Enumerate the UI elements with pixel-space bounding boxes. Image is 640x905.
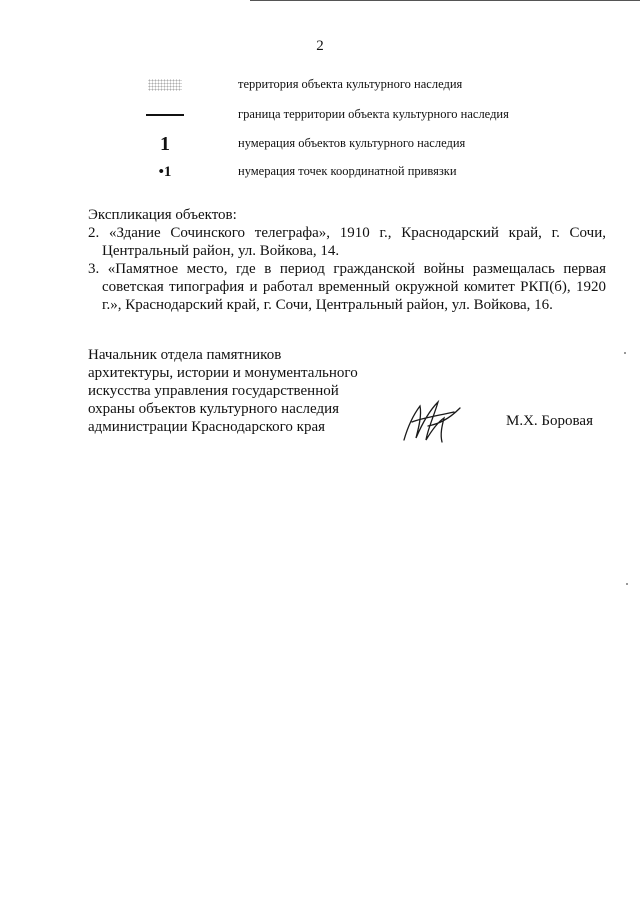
signatory-line: Начальник отдела памятников [88,347,282,363]
explication-line: Центральный район, ул. Войкова, 14. [102,243,340,259]
handwritten-signature [398,396,468,448]
signatory-line: архитектуры, истории и монументального [88,365,358,381]
explication-heading: Экспликация объектов: [88,207,237,223]
legend-row-point-number [0,161,640,183]
explication-line: 3. «Памятное место, где в период гражданской войны размещалась первая [88,261,606,277]
object-number-icon: 1 [160,133,170,155]
explication-item-3 [88,260,606,314]
point-number-icon: •1 [158,164,172,180]
legend-text: территория объекта культурного наследия [238,77,463,91]
legend-text: граница территории объекта культурного наследия [238,107,509,121]
legend-row-territory [0,74,640,96]
explication-line: 2. «Здание Сочинского телеграфа», 1910 г., Краснодарский край, г. Сочи, [88,225,606,241]
legend-text: нумерация точек координатной привязки [238,164,457,178]
explication-item-2 [88,224,606,260]
page-number: 2 [316,38,324,54]
hatched-area-icon [135,74,195,96]
explication-line: г.», Краснодарский край, г. Сочи, Центральный район, ул. Войкова, 16. [102,297,553,313]
signatory-title [88,346,388,436]
top-border-line [250,0,640,1]
scan-speck [626,583,628,585]
signatory-line: искусства управления государственной [88,383,339,399]
legend-text: нумерация объектов культурного наследия [238,136,466,150]
legend-row-boundary [0,104,640,126]
scan-speck [624,352,626,354]
signatory-line: администрации Краснодарского края [88,419,326,435]
legend-row-object-number [0,133,640,155]
signer-name: М.Х. Боровая [506,413,593,429]
boundary-line-icon [135,104,195,126]
signatory-line: охраны объектов культурного наследия [88,401,340,417]
explication-line: советская типография и работал временный окружной комитет РКП(б), 1920 [102,279,606,295]
